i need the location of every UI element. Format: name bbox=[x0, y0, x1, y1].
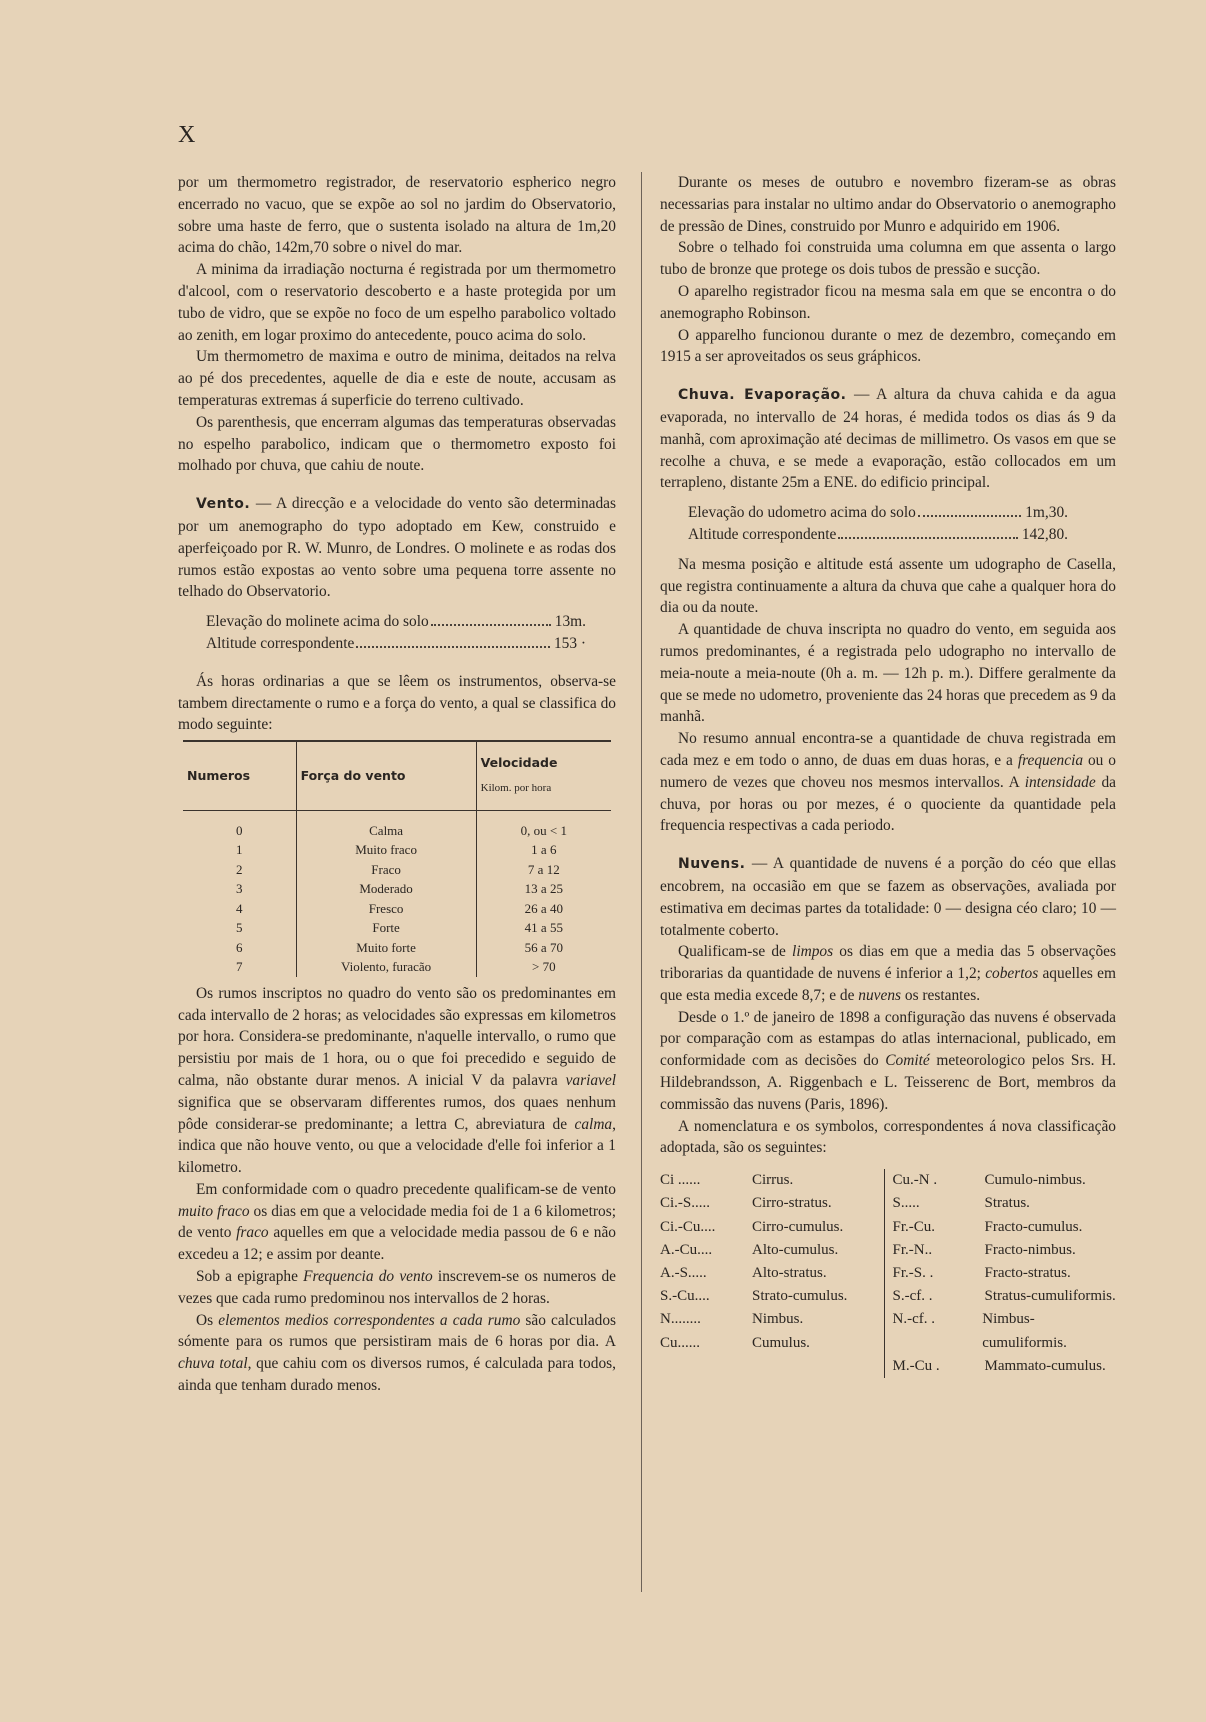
cloud-nomenclature bbox=[660, 1169, 1116, 1378]
paragraph: por um thermometro registrador, de reservatorio espherico negro encerrado no vacuo, que se expõe ao sol no jardim do Observatorio, sobre uma haste de ferro, que o sustenta isolado na altura de 1m,20 acima do chão, 142m,70 sobre o nivel do mar. bbox=[178, 174, 616, 257]
table-cell: 13 a 25 bbox=[476, 879, 611, 899]
table-cell: 41 a 55 bbox=[476, 918, 611, 938]
paragraph: No resumo annual encontra-se a quantidade de chuva registrada em cada mez e em todo o anno, de duas em duas horas, e a frequencia ou o numero de vezes que choveu nos mesmos intervallos. A intensidade da chuva, por horas ou por mezes, é o quociente da quantidade pela frequencia respectivas a cada periodo. bbox=[660, 730, 1117, 835]
table-row bbox=[183, 957, 611, 977]
cloud-name: Cirro-cumulus. bbox=[752, 1218, 844, 1235]
paragraph: O apparelho funcionou durante o mez de dezembro, começando em 1915 a ser aproveitados os seus gráphicos. bbox=[660, 326, 1116, 366]
table-cell: Fresco bbox=[296, 899, 476, 919]
cloud-name: Fracto-stratus. bbox=[984, 1265, 1071, 1282]
table-cell: Muito fraco bbox=[296, 840, 476, 860]
cloud-symbol: N........ bbox=[660, 1311, 701, 1328]
table-row bbox=[183, 918, 611, 938]
paragraph: A minima da irradiação nocturna é registrada por um thermometro d'alcool, com o reservatorio descoberto e a haste protegida por um tubo de vidro, que se expõe no foco de um espelho parabolico voltado ao zenith, em logar proximo do antecedente, pouco acima do solo. bbox=[178, 261, 616, 344]
table-row bbox=[183, 899, 611, 919]
paragraph: Sobre o telhado foi construida uma columna em que assenta o largo tubo de bronze que protege os dois tubos de pressão e sucção. bbox=[660, 239, 1116, 279]
paragraph: Na mesma posição e altitude está assente um udographo de Casella, que registra continuamente a altura da chuva que cahe a qualquer hora do dia ou da noute. bbox=[660, 555, 1116, 617]
table-cell: 56 a 70 bbox=[476, 938, 611, 958]
paragraph: Os parenthesis, que encerram algumas das temperaturas observadas no espelho parabolico, indicam que o thermometro exposto foi molhado por chuva, que cahiu de noute. bbox=[178, 413, 616, 475]
cloud-list-right bbox=[884, 1169, 1117, 1378]
cloud-symbol: M.-Cu . bbox=[892, 1357, 940, 1374]
table-cell: 6 bbox=[236, 939, 243, 955]
paragraph: Ás horas ordinarias a que se lêem os instrumentos, observa-se tambem directamente o rumo e a força do vento, a qual se classifica do modo seguinte: bbox=[178, 672, 616, 734]
chuva-section: Chuva. Evaporação. — A altura da chuva cahida e da agua evaporada, no intervallo de 24 horas, é medida todos os dias ás 9 da manhã, com aproximação até decimas de millimetro. Os vasos em que se recolhe a chuva, e se mede a evaporação, estão collocados em um terrapleno, distante 25m a ENE. do edificio principal. bbox=[660, 386, 1116, 492]
paragraph: A nomenclatura e os symbolos, correspondentes á nova classificação adoptada, são os seguintes: bbox=[660, 1117, 1116, 1157]
paragraph: Um thermometro de maxima e outro de minima, deitados na relva ao pé dos precedentes, aquelle de dia e este de noute, accusam as temperaturas extremas á superficie do terreno cultivado. bbox=[178, 348, 616, 409]
cloud-name: Fracto-nimbus. bbox=[984, 1241, 1076, 1258]
cloud-name: Nimbus. bbox=[752, 1311, 804, 1328]
cloud-symbol: Ci.-Cu.... bbox=[660, 1218, 716, 1235]
cloud-symbol: Fr.-N.. bbox=[892, 1241, 933, 1258]
header-numeros: Numeros bbox=[183, 741, 296, 810]
cloud-name: Cirrus. bbox=[752, 1172, 794, 1189]
header-velocidade: Velocidade Kilom. por hora bbox=[476, 741, 611, 810]
paragraph: Durante os meses de outubro e novembro fizeram-se as obras necessarias para instalar no ultimo andar do Observatorio o anemographo de pressão de Dines, construido por Munro e adquirido em 1906. bbox=[660, 174, 1116, 235]
paragraph: A quantidade de chuva inscripta no quadro do vento, em seguida aos rumos predominantes, é a registrada pelo udographo no intervallo de meia-noute a meia-noute (0h a. m. — 12h p. m.). Differe geralmente da que se mede no udometro, proveniente das 24 horas que precedem as 9 da manhã. bbox=[660, 621, 1116, 726]
cloud-name: Stratus-cumuliformis. bbox=[984, 1288, 1116, 1305]
udometer-altitude-row: Altitude correspondente 142,80. bbox=[688, 525, 1068, 543]
table-cell: 0, ou < 1 bbox=[476, 810, 611, 840]
table-cell: > 70 bbox=[476, 957, 611, 977]
table-cell: 3 bbox=[236, 881, 243, 897]
paragraph: Os rumos inscriptos no quadro do vento são os predominantes em cada intervallo de 2 horas; as velocidades são expressas em kilometros por hora. Considera-se predominante, n'aquelle intervallo, o rumo que persistiu por mais de 1 hora, ou o que foi precedido e seguido de calma, não obstante durar menos. A inicial V da palavra variavel significa que se observaram differentes rumos, dos quaes nenhum pôde considerar-se predominante; a lettra C, abreviatura de calma, indica que não houve vento, ou que a velocidade d'elle foi inferior a 1 kilometro. bbox=[178, 984, 616, 1177]
table-row bbox=[183, 938, 611, 958]
cloud-symbol: Cu...... bbox=[660, 1334, 701, 1351]
paragraph: Os elementos medios correspondentes a cada rumo são calculados sómente para os rumos que persistiram mais de 6 horas por dia. A chuva total, que cahiu com os diversos rumos, é calculada para todos, ainda que tenham durado menos. bbox=[178, 1311, 616, 1395]
page-number: X bbox=[178, 122, 196, 148]
cloud-name: Nimbus-cumuliformis. bbox=[982, 1311, 1067, 1351]
cloud-symbol: A.-S..... bbox=[660, 1265, 707, 1282]
cloud-name: Stratus. bbox=[984, 1195, 1030, 1212]
list-item bbox=[893, 1355, 1117, 1378]
list-item bbox=[660, 1216, 884, 1239]
cloud-name: Strato-cumulus. bbox=[752, 1288, 848, 1305]
paragraph: Sob a epigraphe Frequencia do vento inscrevem-se os numeros de vezes que cada rumo predominou nos intervallos de 2 horas. bbox=[178, 1268, 616, 1307]
table-cell: Calma bbox=[296, 810, 476, 840]
paragraph: O aparelho registrador ficou na mesma sala em que se encontra o do anemographo Robinson. bbox=[660, 282, 1116, 322]
udometer-elevation-row: Elevação do udometro acima do solo 1m,30. bbox=[688, 504, 1068, 522]
table-cell: 5 bbox=[236, 920, 243, 936]
header-forca: Força do vento bbox=[296, 741, 476, 810]
cloud-list-left bbox=[660, 1169, 884, 1378]
list-item bbox=[893, 1169, 1117, 1192]
cloud-symbol: Ci.-S..... bbox=[660, 1195, 711, 1212]
section-title-nuvens: Nuvens. bbox=[678, 856, 746, 873]
cloud-symbol: N.-cf. . bbox=[892, 1311, 935, 1328]
cloud-symbol: S..... bbox=[892, 1195, 920, 1212]
list-item bbox=[893, 1239, 1117, 1262]
table-cell: 4 bbox=[236, 900, 243, 916]
section-title-chuva: Chuva. Evaporação. bbox=[678, 387, 847, 404]
list-item bbox=[893, 1216, 1117, 1239]
cloud-name: Mammato-cumulus. bbox=[984, 1357, 1106, 1374]
cloud-name: Cumulus. bbox=[752, 1334, 810, 1351]
cloud-name: Alto-stratus. bbox=[752, 1265, 827, 1282]
table-cell: 2 bbox=[236, 861, 243, 877]
list-item bbox=[660, 1285, 884, 1308]
paragraph: Qualificam-se de limpos os dias em que a media das 5 observações triborarias da quantidade de nuvens é inferior a 1,2; cobertos aquelles em que esta media excede 8,7; e de nuvens os restantes. bbox=[660, 943, 1116, 1004]
cloud-name: Alto-cumulus. bbox=[752, 1241, 839, 1258]
list-item bbox=[660, 1192, 884, 1215]
vento-section: Vento. — A direcção e a velocidade do vento são determinadas por um anemographo do typo adoptado em Kew, construido e aperfeiçoado por R. W. Munro, de Londres. O molinete e as rodas dos rumos estão expostas ao vento sobre uma pequena torre assente no telhado do Observatorio. bbox=[178, 495, 616, 601]
wind-force-table bbox=[183, 740, 611, 977]
table-cell: 1 a 6 bbox=[476, 840, 611, 860]
list-item bbox=[660, 1169, 884, 1192]
table-cell: 7 a 12 bbox=[476, 860, 611, 880]
list-item bbox=[893, 1192, 1117, 1215]
table-cell: Muito forte bbox=[296, 938, 476, 958]
list-item bbox=[660, 1332, 884, 1355]
table-row bbox=[183, 840, 611, 860]
cloud-name: Cirro-stratus. bbox=[752, 1195, 832, 1212]
cloud-symbol: Fr.-Cu. bbox=[892, 1218, 936, 1235]
cloud-name: Fracto-cumulus. bbox=[984, 1218, 1083, 1235]
table-cell: Moderado bbox=[296, 879, 476, 899]
right-column bbox=[660, 172, 1116, 1378]
list-item bbox=[660, 1308, 884, 1331]
table-cell: Violento, furacão bbox=[296, 957, 476, 977]
list-item bbox=[660, 1262, 884, 1285]
table-cell: 0 bbox=[236, 822, 243, 838]
table-row bbox=[183, 810, 611, 840]
cloud-symbol: Ci ...... bbox=[660, 1172, 701, 1189]
altitude-row: Altitude correspondente 153 · bbox=[206, 634, 586, 652]
table-cell: 1 bbox=[236, 842, 243, 858]
elevation-row: Elevação do molinete acima do solo 13m. bbox=[206, 613, 586, 631]
left-column bbox=[178, 172, 616, 1397]
table-cell: 7 bbox=[236, 959, 243, 975]
table-cell: Forte bbox=[296, 918, 476, 938]
cloud-symbol: Cu.-N . bbox=[892, 1172, 938, 1189]
list-item bbox=[893, 1262, 1117, 1285]
list-item bbox=[660, 1239, 884, 1262]
table-row bbox=[183, 860, 611, 880]
cloud-symbol: S.-Cu.... bbox=[660, 1288, 710, 1305]
paragraph: Em conformidade com o quadro precedente qualificam-se de vento muito fraco os dias em que a velocidade media foi de 1 a 6 kilometros; de vento fraco aquelles em que a velocidade media passou de 6 e não excedeu a 12; e assim por deante. bbox=[178, 1180, 616, 1264]
table-cell: Fraco bbox=[296, 860, 476, 880]
paragraph: Desde o 1.º de janeiro de 1898 a configuração das nuvens é observada por comparação com as estampas do atlas internacional, publicado, em conformidade com as decisões do Comité meteorologico pelos Srs. H. Hildebrandsson, A. Riggenbach e L. Teisserenc de Bort, membros da commissão das nuvens (Paris, 1896). bbox=[660, 1008, 1116, 1113]
table-row bbox=[183, 879, 611, 899]
column-divider bbox=[641, 172, 642, 1592]
list-item bbox=[893, 1285, 1117, 1308]
list-item bbox=[893, 1308, 1117, 1354]
table-cell: 26 a 40 bbox=[476, 899, 611, 919]
section-title-vento: Vento. bbox=[196, 496, 251, 513]
cloud-name: Cumulo-nimbus. bbox=[984, 1172, 1086, 1189]
cloud-symbol: Fr.-S. . bbox=[892, 1265, 934, 1282]
nuvens-section: Nuvens. — A quantidade de nuvens é a porção do céo que ellas encobrem, na occasião em que se fazem as observações, avaliada por estimativa em decimas partes da totalidade: 0 — designa céo claro; 10 — totalmente coberto. bbox=[660, 855, 1116, 939]
cloud-symbol: A.-Cu.... bbox=[660, 1241, 713, 1258]
cloud-symbol: S.-cf. . bbox=[892, 1288, 933, 1305]
